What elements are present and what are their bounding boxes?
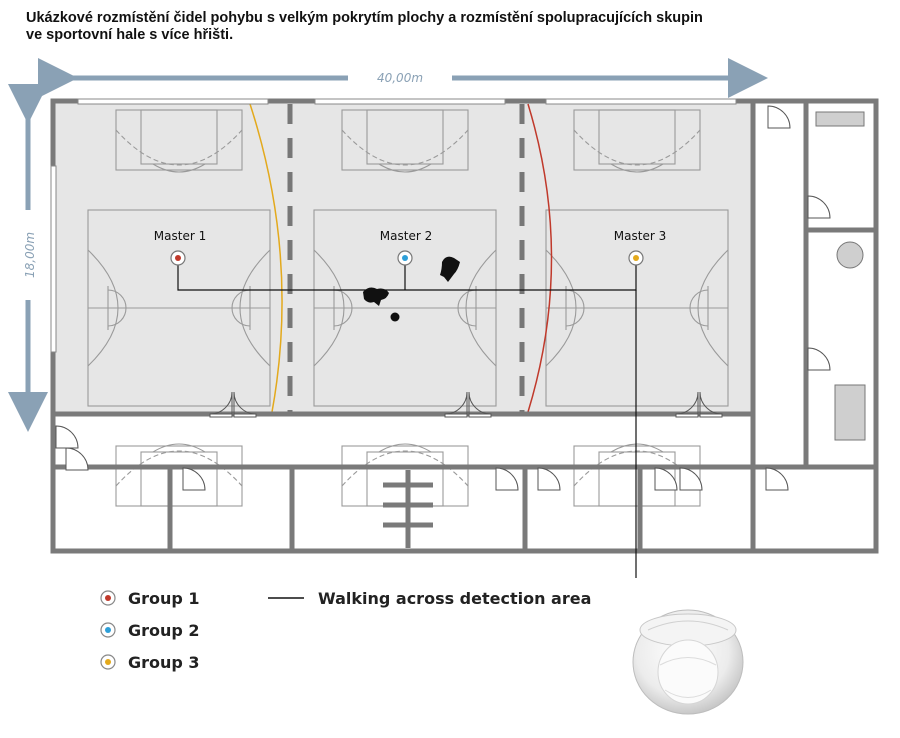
- legend-walking: [268, 589, 591, 608]
- legend-walking-label: Walking across detection area: [318, 589, 592, 608]
- group1-dot-icon: [175, 255, 181, 261]
- group2-dot-icon: [402, 255, 408, 261]
- height-label: 18,00m: [23, 231, 37, 279]
- group3-dot-icon: [633, 255, 639, 261]
- legend-group-2: [101, 621, 200, 640]
- legend-group-2-label: Group 2: [128, 621, 200, 640]
- motion-sensor-icon: [633, 610, 743, 714]
- width-dimension: [58, 71, 748, 85]
- height-dimension: [23, 104, 37, 412]
- legend: [101, 589, 591, 672]
- title-line-2: ve sportovní hale s více hřišti.: [26, 27, 234, 43]
- legend-group-1-label: Group 1: [128, 589, 200, 608]
- master-1-label: Master 1: [153, 229, 207, 243]
- legend-group-1: [101, 589, 200, 608]
- legend-group-3: [101, 653, 200, 672]
- master-2-label: Master 2: [379, 229, 433, 243]
- legend-group-3-label: Group 3: [128, 653, 200, 672]
- master-3-label: Master 3: [613, 229, 667, 243]
- width-label: 40,00m: [376, 71, 424, 85]
- title-line-1: Ukázkové rozmístění čidel pohybu s velkým pokrytím plochy a rozmístění spolupracujících skupin: [26, 10, 703, 26]
